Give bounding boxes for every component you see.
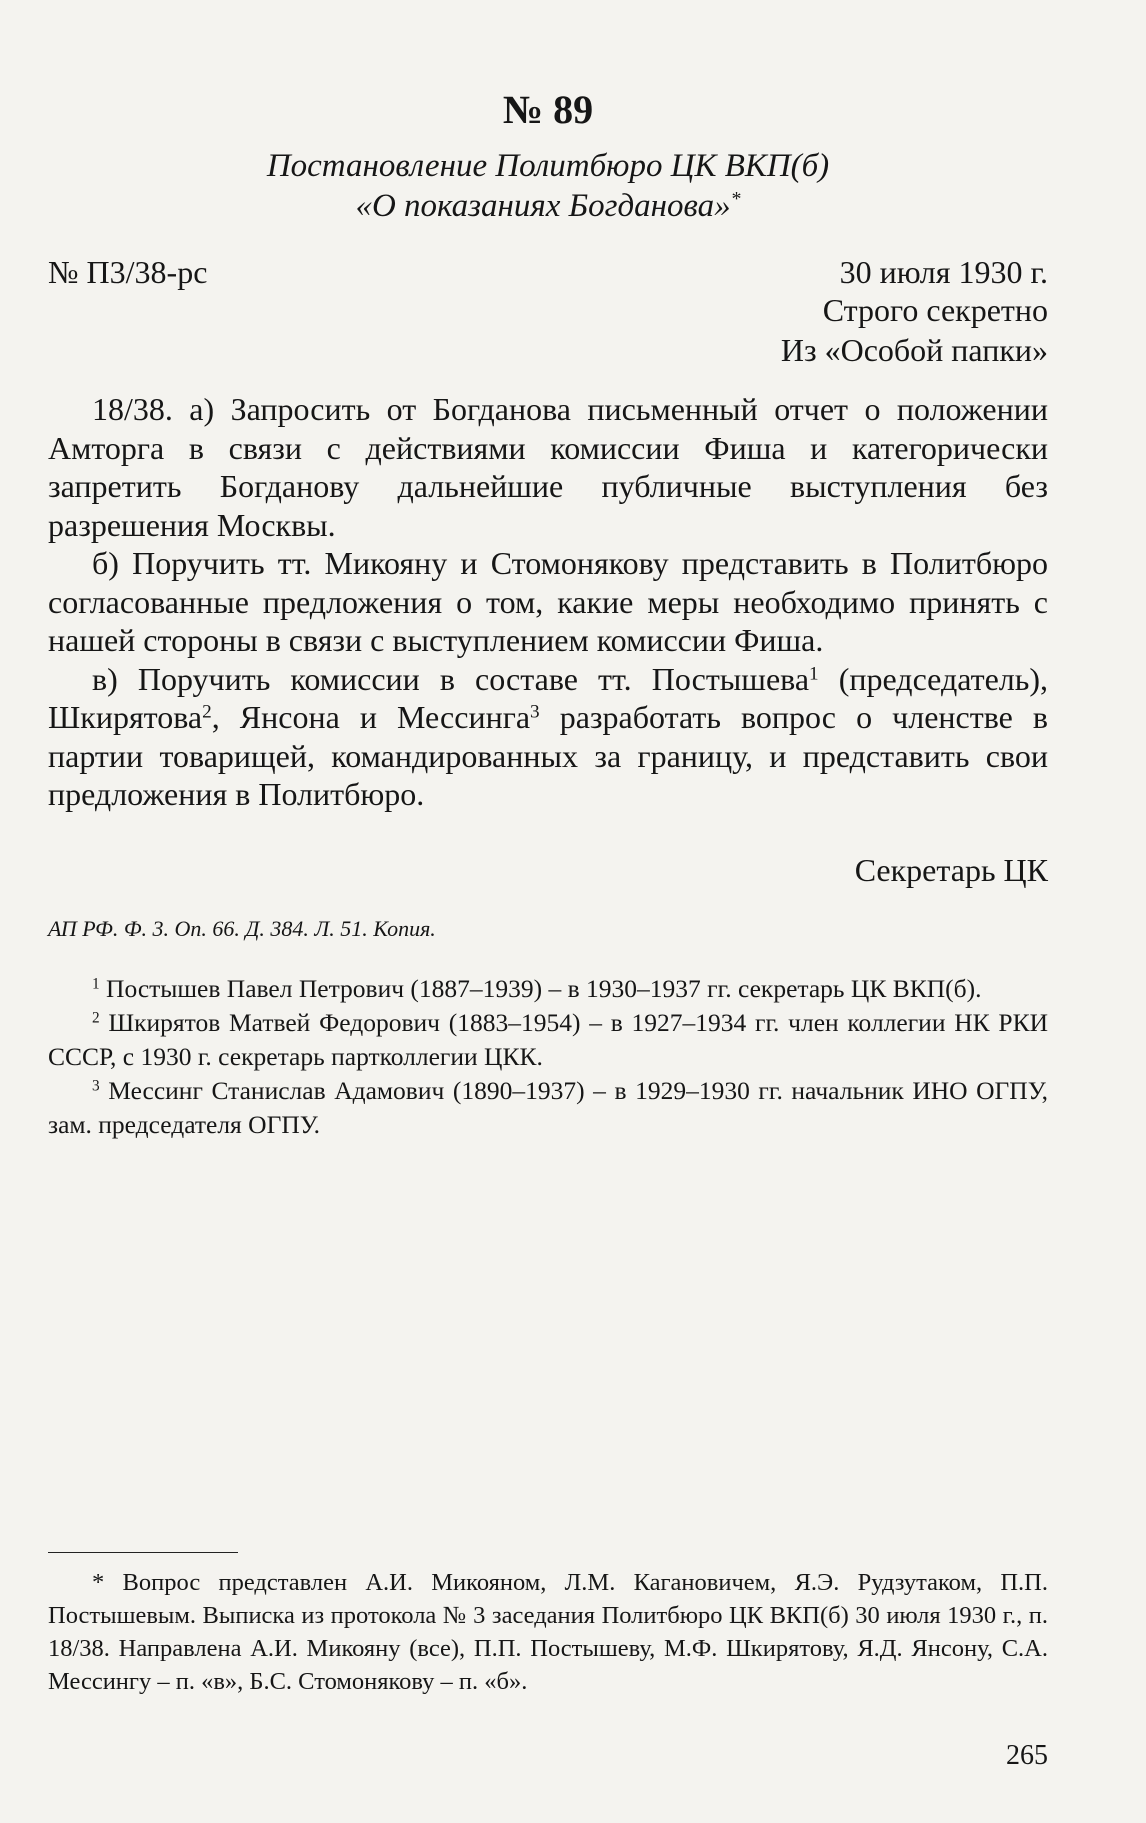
footnote-2 [48, 1006, 1048, 1074]
title-line-2 [48, 186, 1048, 226]
footnote-3-mark: 3 [92, 1077, 100, 1095]
footnote-1 [48, 972, 1048, 1006]
classification-marks [781, 290, 1048, 370]
paragraph-v-part-4: разработать вопрос о членстве в партии товарищей, командированных за границу, и представить свои предложения в Политбюро. [48, 699, 1049, 812]
editorial-note-text: Вопрос представлен А.И. Микояном, Л.М. Кагановичем, Я.Э. Рудзутаком, П.П. Постышевым. Выписка из протокола № 3 заседания Политбюро ЦК ВКП(б) 30 июля 1930 г., п. 18/38. Направлена А.И. Микояну (все), П.П. Постышеву, М.Ф. Шкирятову, Я.Д. Янсону, С.А. Мессингу – п. «в», Б.С. Стомонякову – п. «б». [48, 1569, 1048, 1695]
document-number: № 89 [502, 87, 594, 132]
footnote-3-text: Мессинг Станислав Адамович (1890–1937) – в 1929–1930 гг. начальник ИНО ОГПУ, зам. председателя ОГПУ. [48, 1076, 1048, 1139]
footnote-1-mark: 1 [92, 975, 100, 993]
paragraph-v-part-3: , Янсона и Мессинга [211, 699, 531, 735]
footnote-1-text: Постышев Павел Петрович (1887–1939) – в 1930–1937 гг. секретарь ЦК ВКП(б). [99, 974, 982, 1003]
document-reference-number: № П3/38-рс [48, 254, 208, 290]
document-title [48, 146, 1048, 226]
editorial-note-paragraph [48, 1566, 1048, 1698]
editorial-note [48, 1566, 1048, 1698]
footnote-2-text: Шкирятов Матвей Федорович (1883–1954) – в 1927–1934 гг. член коллегии НК РКИ СССР, с 1930 г. секретарь партколлегии ЦКК. [48, 1008, 1048, 1071]
paragraph-b: б) Поручить тт. Микояну и Стомонякову представить в Политбюро согласованные предложения о том, какие меры необходимо принять с нашей стороны в связи с выступлением комиссии Фиша. [48, 545, 1048, 658]
footnote-3 [48, 1074, 1048, 1142]
paragraph-v-part-2: (председатель), Шкирятова [48, 660, 1049, 735]
resolution-body [48, 390, 1048, 814]
title-line-1: Постановление Политбюро ЦК ВКП(б) [266, 148, 830, 184]
signature-line: Секретарь ЦК [854, 852, 1048, 888]
footnotes [48, 972, 1048, 1142]
secrecy-mark: Строго секретно [822, 292, 1048, 328]
folder-mark: Из «Особой папки» [780, 332, 1048, 368]
footnote-ref-1: 1 [809, 662, 819, 684]
archive-reference: АП РФ. Ф. 3. Оп. 66. Д. 384. Л. 51. Копия. [48, 916, 436, 941]
paragraph-v-part-1: в) Поручить комиссии в составе тт. Постышева [92, 660, 810, 697]
document-date: 30 июля 1930 г. [839, 254, 1048, 290]
footnote-ref-3: 3 [530, 701, 540, 723]
title-line-2-text: «О показаниях Богданова» [355, 188, 731, 224]
page-number: 265 [1006, 1740, 1048, 1771]
footnote-2-mark: 2 [92, 1009, 100, 1027]
paragraph-v [48, 660, 1048, 814]
footnote-separator-rule [48, 1552, 238, 1553]
editorial-note-mark: * [92, 1569, 105, 1596]
title-footnote-mark: * [730, 188, 741, 211]
document-page [48, 0, 1048, 1823]
footnote-ref-2: 2 [202, 701, 212, 723]
paragraph-a: 18/38. а) Запросить от Богданова письменный отчет о положении Амторга в связи с действиями комиссии Фиша и категорически запретить Богданову дальнейшие публичные выступления без разрешения Москвы. [48, 391, 1048, 543]
